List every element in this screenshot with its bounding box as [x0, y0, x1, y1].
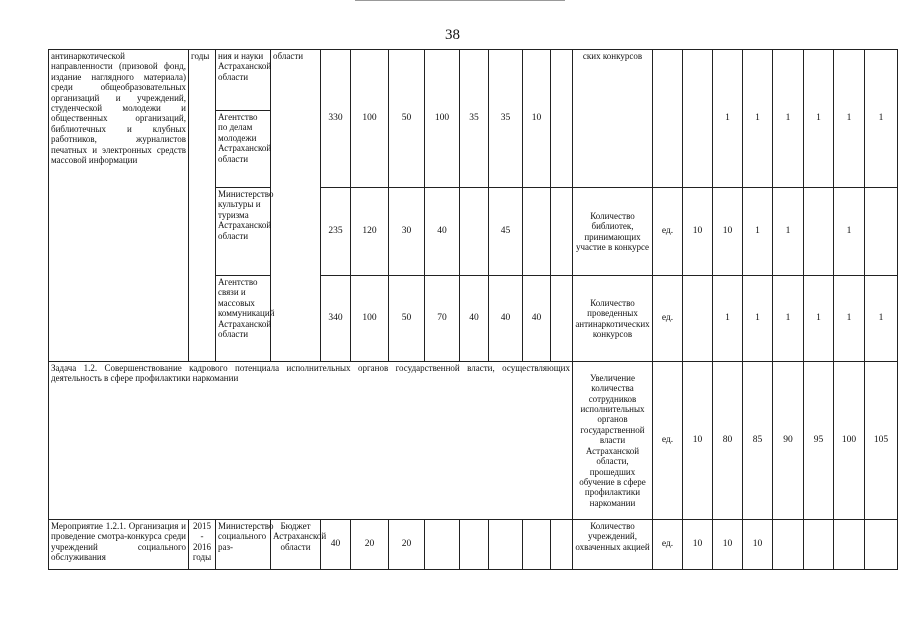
- target-cell: 1: [773, 188, 804, 276]
- target-cell: 1: [743, 50, 773, 188]
- value-cell: 40: [489, 276, 523, 362]
- indicator: ских конкурсов: [573, 50, 653, 188]
- target-cell: [865, 520, 898, 570]
- task-heading: Задача 1.2. Совершенствование кадрового потенциала исполнительных органов государственной власти, осуществляющих деятельность в сфере профилактики наркомании: [49, 362, 573, 520]
- value-cell: [460, 188, 489, 276]
- target-cell: 105: [865, 362, 898, 520]
- indicator: Количество проведенных антинаркотических конкурсов: [573, 276, 653, 362]
- value-cell: 30: [389, 188, 425, 276]
- value-cell: 340: [321, 276, 351, 362]
- value-cell: 35: [460, 50, 489, 188]
- target-cell: 1: [804, 276, 834, 362]
- target-cell: 95: [804, 362, 834, 520]
- target-cell: 1: [834, 50, 865, 188]
- value-cell: 100: [425, 50, 460, 188]
- target-cell: 1: [865, 276, 898, 362]
- page-number: 38: [445, 27, 460, 43]
- base-value: [683, 276, 713, 362]
- indicator: Количество библиотек, принимающих участие в конкурсе: [573, 188, 653, 276]
- term: 2015 - 2016 годы: [189, 520, 216, 570]
- executor: Министерство социального раз-: [216, 520, 271, 570]
- target-cell: [865, 188, 898, 276]
- value-cell: [460, 520, 489, 570]
- target-cell: 10: [713, 520, 743, 570]
- unit: ед.: [653, 276, 683, 362]
- value-cell: 10: [523, 50, 551, 188]
- value-cell: [551, 520, 573, 570]
- unit: [653, 50, 683, 188]
- unit: ед.: [653, 188, 683, 276]
- target-cell: 10: [743, 520, 773, 570]
- target-cell: 1: [773, 276, 804, 362]
- target-cell: 1: [743, 276, 773, 362]
- table-row: [49, 362, 898, 520]
- value-cell: 70: [425, 276, 460, 362]
- target-cell: 10: [713, 188, 743, 276]
- indicator: Увеличение количества сотрудников исполнительных органов государственной власти Астраханской области, прошедших обучение в сфере профилактики наркомании: [573, 362, 653, 520]
- base-value: 10: [683, 362, 713, 520]
- target-cell: 1: [773, 50, 804, 188]
- value-cell: 235: [321, 188, 351, 276]
- target-cell: [773, 520, 804, 570]
- unit: ед.: [653, 362, 683, 520]
- target-cell: 1: [713, 276, 743, 362]
- target-cell: [834, 520, 865, 570]
- target-cell: 100: [834, 362, 865, 520]
- target-cell: 1: [713, 50, 743, 188]
- target-cell: [804, 520, 834, 570]
- target-cell: 1: [834, 276, 865, 362]
- value-cell: [551, 276, 573, 362]
- executor: Министерство культуры и туризма Астраханской области: [216, 188, 271, 276]
- unit: ед.: [653, 520, 683, 570]
- value-cell: 330: [321, 50, 351, 188]
- value-cell: 100: [351, 50, 389, 188]
- base-value: 10: [683, 520, 713, 570]
- activity-name: антинаркотической направленности (призовой фонд, издание наглядного материала) среди общеобразовательных организаций и учреждений, студенческой молодежи и общественных организаций, библиотечных и клубных работников, журналистов печатных и электронных средств массовой информации: [49, 50, 189, 362]
- target-cell: 90: [773, 362, 804, 520]
- value-cell: 50: [389, 276, 425, 362]
- value-cell: 40: [460, 276, 489, 362]
- value-cell: [523, 188, 551, 276]
- value-cell: [551, 188, 573, 276]
- table-row: [49, 50, 898, 111]
- program-table: [48, 49, 898, 570]
- value-cell: 40: [523, 276, 551, 362]
- term: годы: [189, 50, 216, 362]
- target-cell: 80: [713, 362, 743, 520]
- base-value: 10: [683, 188, 713, 276]
- value-cell: 50: [389, 50, 425, 188]
- value-cell: 20: [389, 520, 425, 570]
- value-cell: 40: [425, 188, 460, 276]
- target-cell: 1: [834, 188, 865, 276]
- executor: Агентство по делам молодежи Астраханской области: [216, 111, 271, 188]
- value-cell: [489, 520, 523, 570]
- target-cell: 85: [743, 362, 773, 520]
- target-cell: 1: [743, 188, 773, 276]
- target-cell: [804, 188, 834, 276]
- value-cell: [551, 50, 573, 188]
- target-cell: 1: [804, 50, 834, 188]
- target-cell: 1: [865, 50, 898, 188]
- funding-source: Бюджет Астраханской области: [271, 520, 321, 570]
- value-cell: 120: [351, 188, 389, 276]
- value-cell: 20: [351, 520, 389, 570]
- executor: ния и науки Астраханской области: [216, 50, 271, 111]
- value-cell: [523, 520, 551, 570]
- value-cell: 45: [489, 188, 523, 276]
- funding-source: области: [271, 50, 321, 362]
- value-cell: 35: [489, 50, 523, 188]
- value-cell: 40: [321, 520, 351, 570]
- table-row: [49, 520, 898, 570]
- value-cell: 100: [351, 276, 389, 362]
- executor: Агентство связи и массовых коммуникаций Астраханской области: [216, 276, 271, 362]
- base-value: [683, 50, 713, 188]
- indicator: Количество учреждений, охваченных акцией: [573, 520, 653, 570]
- activity-name: Мероприятие 1.2.1. Организация и проведение смотра-конкурса среди учреждений социального обслуживания: [49, 520, 189, 570]
- top-rule: [355, 0, 565, 1]
- value-cell: [425, 520, 460, 570]
